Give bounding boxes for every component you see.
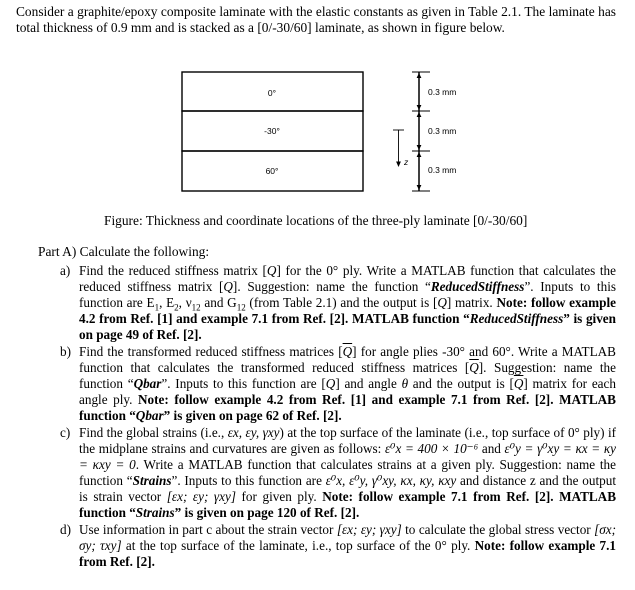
part-a-heading: Part A) Calculate the following: xyxy=(38,244,210,259)
ply-0-angle: 0° xyxy=(267,88,277,98)
intro-paragraph: Consider a graphite/epoxy composite laminate with the elastic constants as given in Table 2.1. The laminate has total thickness of 0.9 mm and is stacked as a [0/-30/60] laminate, as shown in figure below. xyxy=(16,4,616,35)
ply-minus30 xyxy=(182,111,363,151)
question-c-letter: c) xyxy=(60,425,71,440)
ply-60-thickness: 0.3 mm xyxy=(428,165,457,175)
question-b-letter: b) xyxy=(60,344,71,359)
figure-caption: Figure: Thickness and coordinate locations of the three-ply laminate [0/-30/60] xyxy=(104,213,528,228)
z-axis-label: z xyxy=(404,157,409,167)
z-axis-arrowhead xyxy=(396,162,401,168)
thickness-dimension xyxy=(412,72,430,191)
z-axis xyxy=(393,130,404,164)
question-d: d) Use information in part c about the strain vector [εx; εy; γxy] to calculate the global stress vector [σx; σy; τxy] at the top surface of the laminate, i.e., top surface of the 0° ply. Note: follow example 7.1 from Ref. [2]. xyxy=(60,522,617,569)
ply-minus30-thickness: 0.3 mm xyxy=(428,126,457,136)
question-b: b) Find the transformed reduced stiffness matrices $[\overline{Q}]$ for angle plies -30° and 60°. Write a MATLAB function that calculates the transformed reduced stiffness matrices $[\overline{Q}]$. Suggestion: name the function “Qbar”. Inputs to this function are [Q] and angle θ and the output is $[\overline{Q}]$ matrix for each angle ply. Note: follow example 4.2 from Ref. [1] and example 7.1 from Ref. [2]. MATLAB function “Qbar” is given on page 62 of Ref. [2]. xyxy=(60,344,616,423)
ply-60 xyxy=(182,151,363,191)
ply-0 xyxy=(182,72,363,111)
ply-0-thickness: 0.3 mm xyxy=(428,87,457,97)
ply-minus30-angle: -30° xyxy=(264,126,280,136)
question-a: a) Find the reduced stiffness matrix [Q] for the 0° ply. Write a MATLAB function that calculates the reduced stiffness matrix [Q]. Suggestion: name the function “ReducedStiffness”. Inputs to this function are $E_1$, $E_2$, $\nu_{12}$ and $G_{12}$ (from Table 2.1) and the output is [Q] matrix. Note: follow example 4.2 from Ref. [1] and example 7.1 from Ref. [2]. MATLAB function “ReducedStiffness” is given on page 49 of Ref. [2]. xyxy=(60,263,616,342)
question-a-letter: a) xyxy=(60,263,71,278)
ply-60-angle: 60° xyxy=(265,166,279,176)
ply-stack xyxy=(182,72,363,191)
thickness-arrows xyxy=(417,73,422,190)
question-d-letter: d) xyxy=(60,522,71,537)
question-c: c) Find the global strains (i.e., εx, εy, γxy) at the top surface of the laminate (i.e., top surface of 0° ply) if the midplane strains and curvatures are given as follows: ε⁰x = 400 × 10⁻⁶ and ε⁰y = γ⁰xy = κx = κy = κxy = 0. Write a MATLAB function that calculates strains at a given ply. Suggestion: name the function “Strains”. Inputs to this function are ε⁰x, ε⁰y, γ⁰xy, κx, κy, κxy and distance z and the output is strain vector [εx; εy; γxy] for given ply. Note: follow example 7.1 from Ref. [2]. MATLAB function “Strains” is given on page 120 of Ref. [2]. xyxy=(60,425,617,520)
question-list xyxy=(60,263,616,571)
